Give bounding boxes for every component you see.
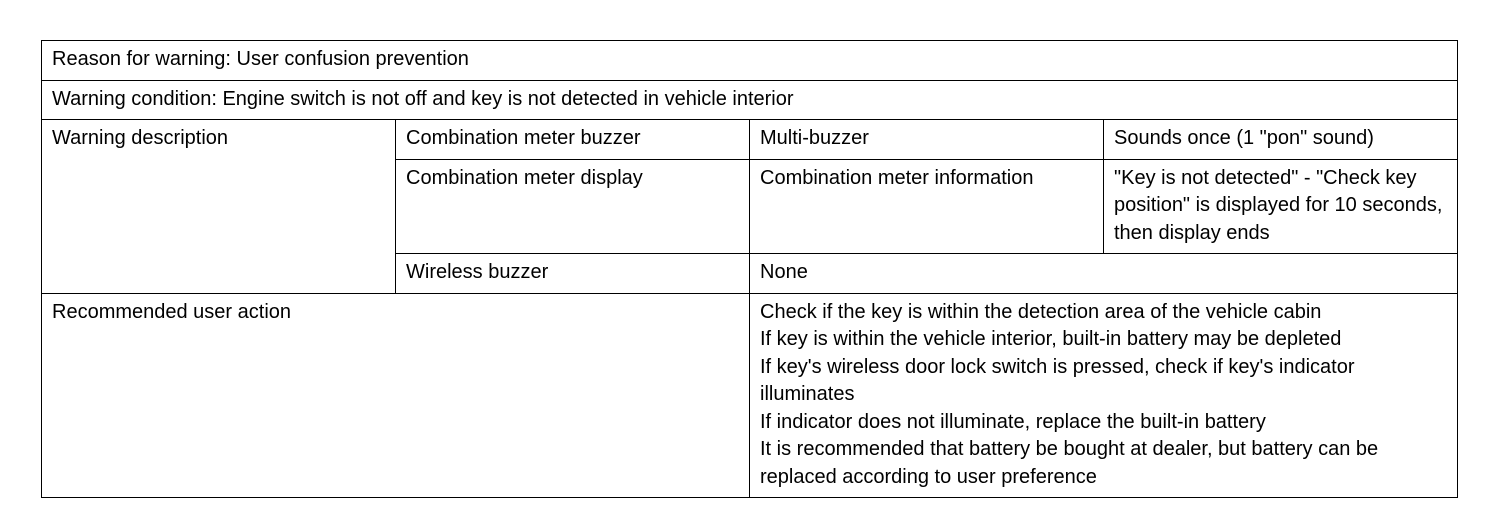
- action-row: [42, 293, 1458, 498]
- description-row-buzzer: [42, 120, 1458, 160]
- warning-description-label: Warning description: [42, 120, 396, 294]
- recommended-action-list: [750, 293, 1458, 498]
- action-item: If indicator does not illuminate, replace the built-in battery: [760, 410, 1266, 433]
- device-cell: Wireless buzzer: [396, 254, 750, 294]
- behavior-cell: "Key is not detected" - "Check key position" is displayed for 10 seconds, then display ends: [1104, 159, 1458, 254]
- action-item: Check if the key is within the detection area of the vehicle cabin: [760, 300, 1322, 323]
- reason-row: [42, 41, 1458, 81]
- warning-table: [41, 40, 1458, 498]
- action-item: If key's wireless door lock switch is pressed, check if key's indicator illuminates: [760, 355, 1355, 405]
- action-item: If key is within the vehicle interior, built-in battery may be depleted: [760, 328, 1342, 350]
- device-cell: Combination meter buzzer: [396, 120, 750, 160]
- condition-cell: Warning condition: Engine switch is not off and key is not detected in vehicle interior: [42, 80, 1458, 120]
- device-cell: Combination meter display: [396, 159, 750, 254]
- condition-row: [42, 80, 1458, 120]
- recommended-action-label: Recommended user action: [42, 293, 750, 498]
- output-cell: None: [750, 254, 1458, 294]
- output-cell: Multi-buzzer: [750, 120, 1104, 160]
- behavior-cell: Sounds once (1 "pon" sound): [1104, 120, 1458, 160]
- output-cell: Combination meter information: [750, 159, 1104, 254]
- action-item: It is recommended that battery be bought at dealer, but battery can be replaced according to user preference: [760, 438, 1379, 488]
- reason-cell: Reason for warning: User confusion prevention: [42, 41, 1458, 81]
